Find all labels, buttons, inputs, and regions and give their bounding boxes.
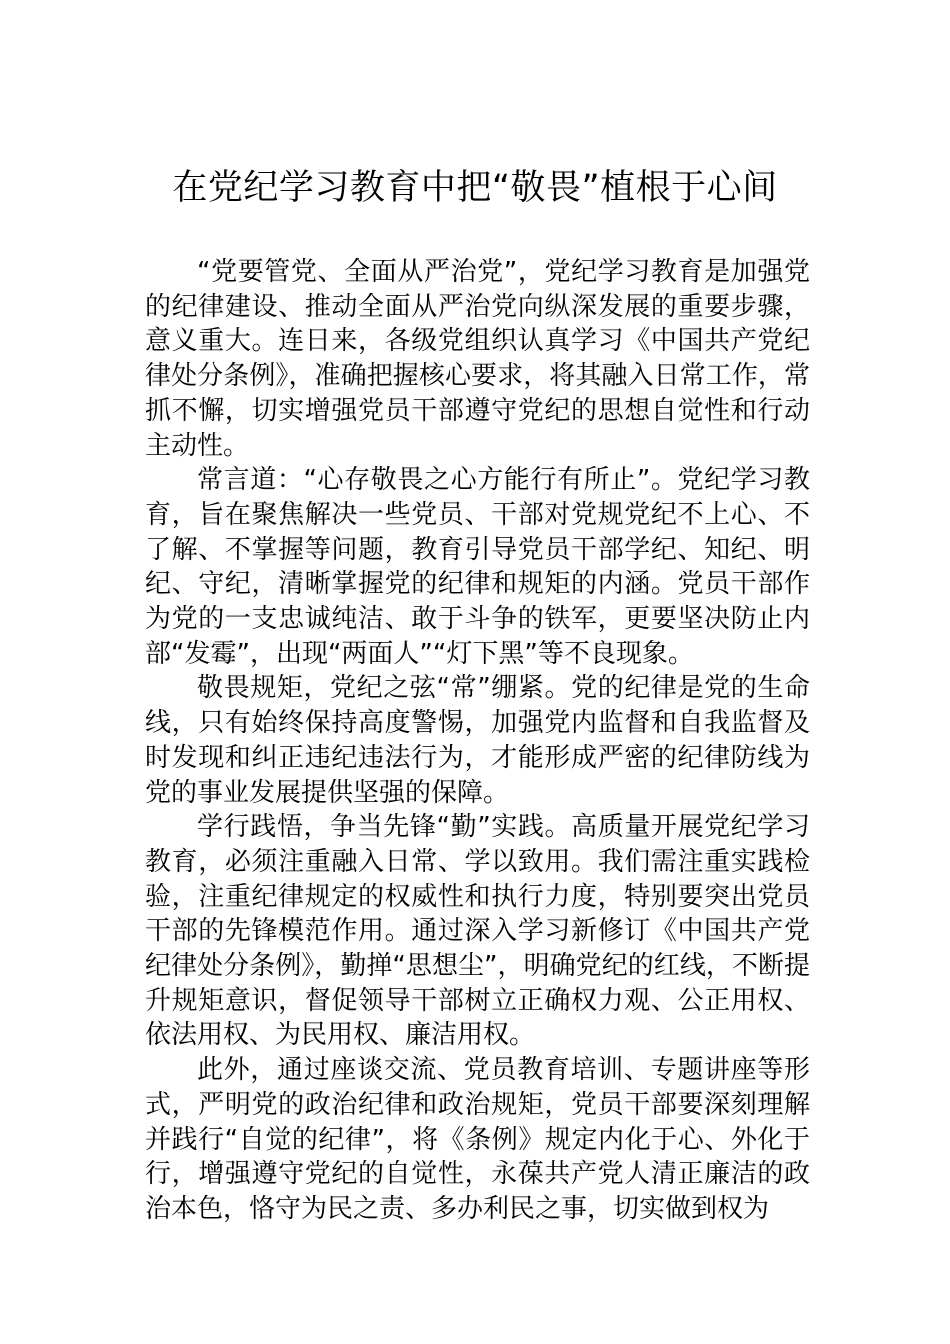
document-title: 在党纪学习教育中把“敬畏”植根于心间 <box>172 168 778 208</box>
paragraph-5: 此外，通过座谈交流、党员教育培训、专题讲座等形式，严明党的政治纪律和政治规矩，党员干部要深刻理解并践行“自觉的纪律”，将《条例》规定内化于心、外化于行，增强遵守党纪的自觉性，永葆共产党人清正廉洁的政治本色，恪守为民之责、多办利民之事，切实做到权为 <box>145 1055 810 1224</box>
paragraph-4: 学行践悟，争当先锋“勤”实践。高质量开展党纪学习教育，必须注重融入日常、学以致用。我们需注重实践检验，注重纪律规定的权威性和执行力度，特别要突出党员干部的先锋模范作用。通过深入学习新修订《中国共产党纪律处分条例》，勤掸“思想尘”，明确党纪的红线，不断提升规矩意识，督促领导干部树立正确权力观、公正用权、依法用权、为民用权、廉洁用权。 <box>145 812 810 1051</box>
document-body <box>145 255 810 1227</box>
paragraph-2: 常言道：“心存敬畏之心方能行有所止”。党纪学习教育，旨在聚焦解决一些党员、干部对党规党纪不上心、不了解、不掌握等问题，教育引导党员干部学纪、知纪、明纪、守纪，清晰掌握党的纪律和规矩的内涵。党员干部作为党的一支忠诚纯洁、敢于斗争的铁军，更要坚决防止内部“发霉”，出现“两面人”“灯下黑”等不良现象。 <box>145 465 810 669</box>
paragraph-3: 敬畏规矩，党纪之弦“常”绷紧。党的纪律是党的生命线，只有始终保持高度警惕，加强党内监督和自我监督及时发现和纠正违纪违法行为，才能形成严密的纪律防线为党的事业发展提供坚强的保障。 <box>145 673 810 808</box>
paragraph-1: “党要管党、全面从严治党”，党纪学习教育是加强党的纪律建设、推动全面从严治党向纵深发展的重要步骤，意义重大。连日来，各级党组织认真学习《中国共产党纪律处分条例》，准确把握核心要求，将其融入日常工作，常抓不懈，切实增强党员干部遵守党纪的思想自觉性和行动主动性。 <box>145 257 810 461</box>
